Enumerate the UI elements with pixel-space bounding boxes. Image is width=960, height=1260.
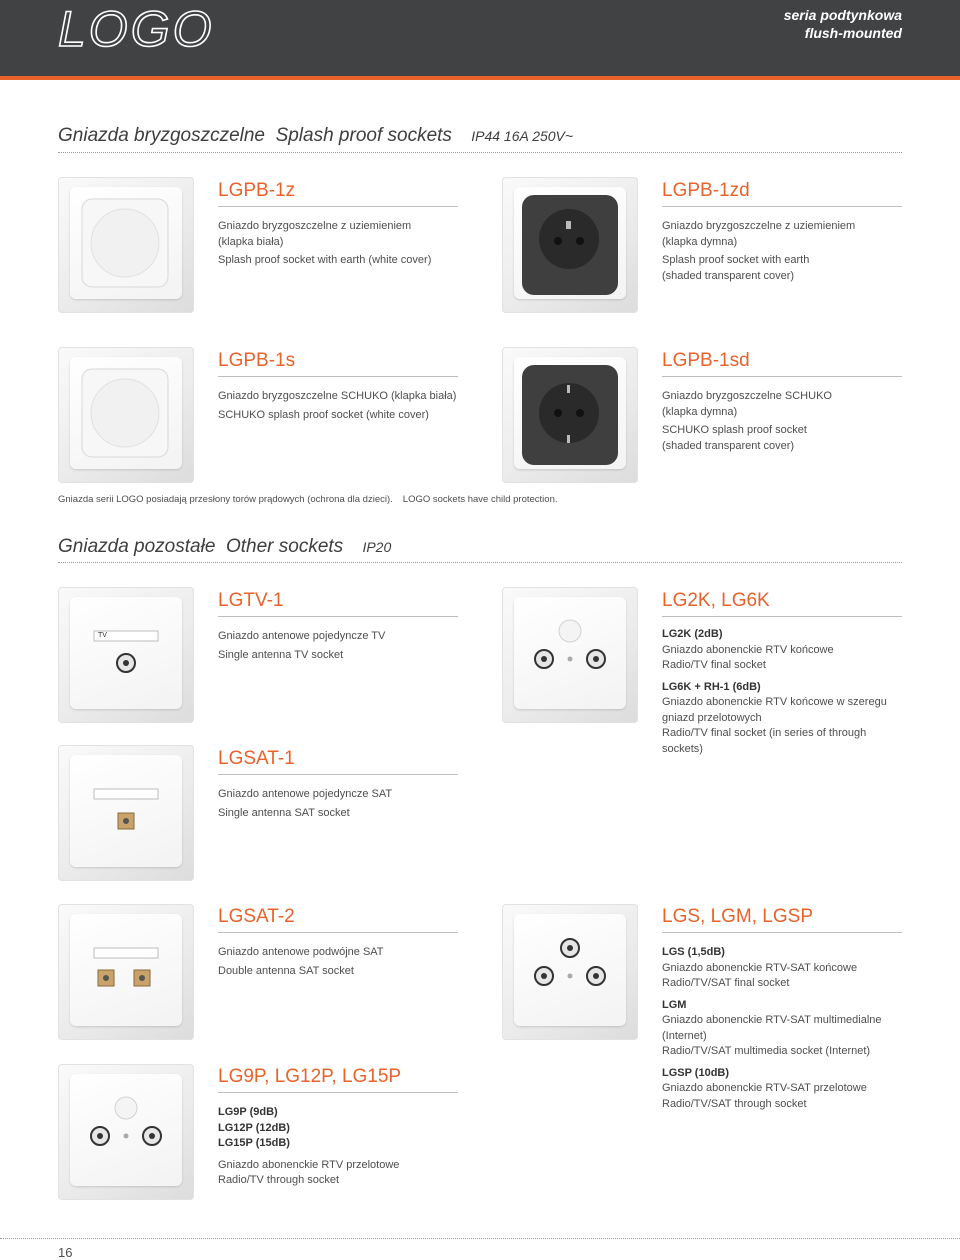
product-desc-lgpb1z: Gniazdo bryzgoszczelne z uziemieniem (klapka biała) Splash proof socket with earth (white cover): [218, 220, 432, 266]
section-divider: [58, 562, 902, 563]
rtv-sat-socket-icon: [502, 904, 638, 1040]
product-code-lgpb1zd: LGPB-1zd: [662, 180, 750, 201]
product-rule: [218, 206, 458, 207]
product-photo-lgpb1z: [58, 177, 194, 313]
series-label: [784, 6, 902, 42]
product-rule: [218, 932, 458, 933]
product-code-lgsat1: LGSAT-1: [218, 748, 295, 769]
product-rule: [662, 206, 902, 207]
product-desc-lgpb1sd: Gniazdo bryzgoszczelne SCHUKO (klapka dymna) SCHUKO splash proof socket (shaded transparent cover): [662, 390, 832, 452]
product-desc-lgpb1s: Gniazdo bryzgoszczelne SCHUKO (klapka biała) SCHUKO splash proof socket (white cover): [218, 390, 457, 421]
section-title-pl: Gniazda bryzgoszczelne: [58, 125, 265, 146]
section-title-en: Other sockets: [225, 536, 344, 557]
product-desc-lgs: LGS (1,5dB) Gniazdo abonenckie RTV-SAT końcowe Radio/TV/SAT final socket LGM Gniazdo abonenckie RTV-SAT multimedialne (Internet) Radio/TV/SAT multimedia socket (Internet) LGSP (10dB) Gniazdo abonenckie RTV-SAT przelotowe Radio/TV/SAT through socket: [662, 946, 882, 1110]
section-spec: IP20: [362, 539, 392, 555]
product-code-lg9p: LG9P, LG12P, LG15P: [218, 1066, 402, 1087]
tv-label: TV: [98, 632, 107, 639]
product-rule: [662, 932, 902, 933]
product-code-lgtv1: LGTV-1: [218, 590, 284, 611]
product-rule: [662, 376, 902, 377]
product-photo-lgsat2: [58, 904, 194, 1040]
product-code-lg2k: LG2K, LG6K: [662, 590, 770, 611]
brand-logo: LOGO: [58, 1, 215, 57]
page-number: 16: [58, 1245, 73, 1260]
product-code-lgsat2: LGSAT-2: [218, 906, 295, 927]
product-desc-lgtv1: Gniazdo antenowe pojedyncze TV Single antenna TV socket: [218, 630, 386, 661]
footer-divider: [0, 1238, 960, 1239]
product-desc-lgsat1: Gniazdo antenowe pojedyncze SAT Single antenna SAT socket: [218, 788, 393, 819]
rtv-through-socket-icon: [58, 1064, 194, 1200]
section-title-other: [58, 536, 391, 558]
section-title-pl: Gniazda pozostałe: [58, 536, 216, 557]
sat-socket-icon: [58, 745, 194, 881]
product-rule: [218, 616, 458, 617]
product-photo-lg9p: [58, 1064, 194, 1200]
product-photo-lgtv1: [58, 587, 194, 723]
product-desc-lgsat2: Gniazdo antenowe podwójne SAT Double antenna SAT socket: [218, 946, 384, 977]
section-title-splash: [58, 125, 573, 147]
section-title-en: Splash proof sockets: [275, 125, 452, 146]
product-desc-lg9p: LG9P (9dB) LG12P (12dB) LG15P (15dB) Gniazdo abonenckie RTV przelotowe Radio/TV through socket: [218, 1106, 400, 1186]
white-cover-schuko-icon: [58, 347, 194, 483]
product-code-lgs: LGS, LGM, LGSP: [662, 906, 813, 927]
product-rule: [662, 616, 902, 617]
double-sat-socket-icon: [58, 904, 194, 1040]
section-divider: [58, 152, 902, 153]
header-accent-line: [0, 76, 960, 80]
series-en: flush-mounted: [804, 25, 902, 41]
smoked-cover-socket-icon: [502, 177, 638, 313]
smoked-cover-schuko-icon: [502, 347, 638, 483]
child-protection-note: Gniazda serii LOGO posiadają przesłony torów prądowych (ochrona dla dzieci). LOGO sockets have child protection.: [58, 494, 558, 505]
series-pl: seria podtynkowa: [783, 7, 902, 23]
white-cover-socket-icon: [58, 177, 194, 313]
header-bar: [0, 0, 960, 76]
product-photo-lgs: [502, 904, 638, 1040]
product-rule: [218, 376, 458, 377]
product-desc-lg2k: LG2K (2dB) Gniazdo abonenckie RTV końcowe Radio/TV final socket LG6K + RH-1 (6dB) Gniazdo abonenckie RTV końcowe w szeregu gniazd przelotowych Radio/TV final socket (in series of through sockets): [662, 628, 887, 755]
product-photo-lgpb1zd: [502, 177, 638, 313]
product-rule: [218, 774, 458, 775]
product-rule: [218, 1092, 458, 1093]
product-photo-lg2k: [502, 587, 638, 723]
product-code-lgpb1z: LGPB-1z: [218, 180, 296, 201]
product-photo-lgpb1s: [58, 347, 194, 483]
section-spec: IP44 16A 250V~: [471, 128, 574, 144]
product-photo-lgsat1: [58, 745, 194, 881]
product-photo-lgpb1sd: [502, 347, 638, 483]
tv-socket-icon: [58, 587, 194, 723]
product-code-lgpb1s: LGPB-1s: [218, 350, 296, 371]
rtv-socket-icon: [502, 587, 638, 723]
product-desc-lgpb1zd: Gniazdo bryzgoszczelne z uziemieniem (klapka dymna) Splash proof socket with earth (shaded transparent cover): [662, 220, 856, 282]
product-code-lgpb1sd: LGPB-1sd: [662, 350, 750, 371]
